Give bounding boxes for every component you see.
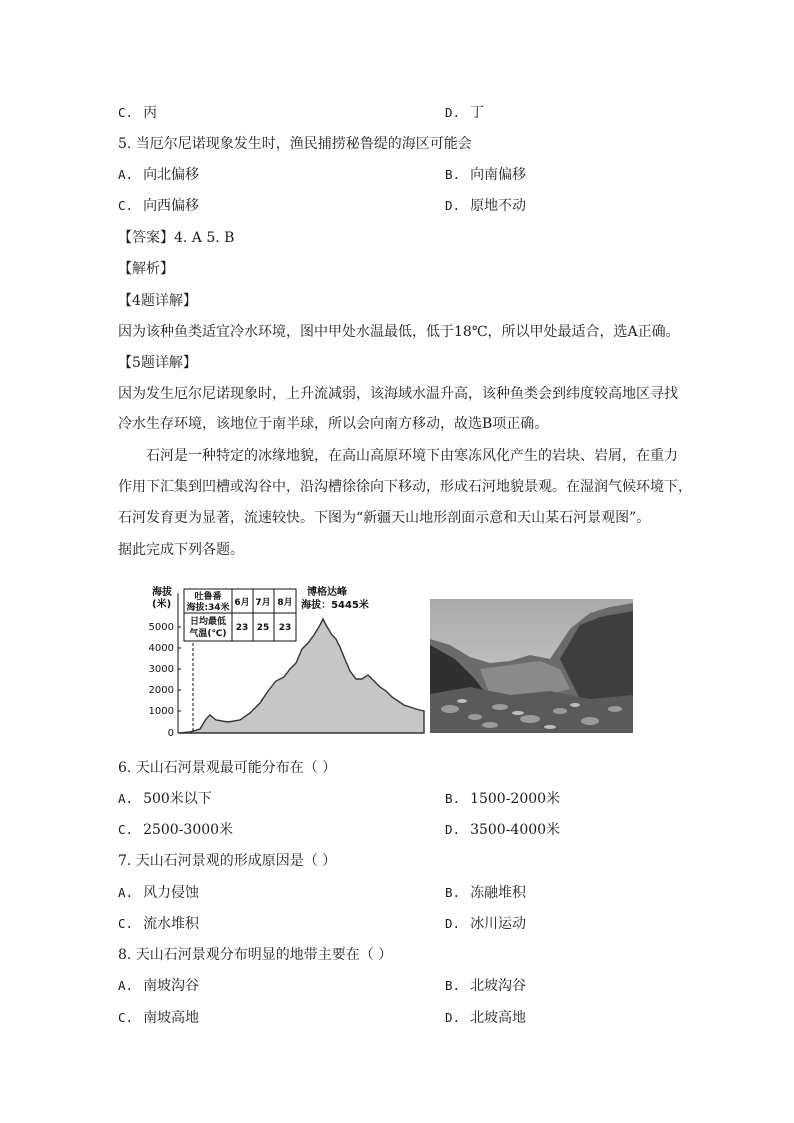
temp-value: 23 <box>278 623 292 633</box>
terrain-profile-figure <box>140 583 430 743</box>
analysis-label: 【解析】 <box>118 261 174 277</box>
question-8-stem: 8. 天山石河景观分布明显的地带主要在（ ） <box>118 947 393 963</box>
row-label: 气温(℃) <box>189 629 227 639</box>
option-d: D. 原地不动 <box>445 198 527 214</box>
answer-line: 【答案】4. A 5. B <box>118 230 235 246</box>
q5-detail-label: 【5题详解】 <box>118 355 197 371</box>
peak-name: 博格达峰 <box>307 587 347 598</box>
temp-value: 23 <box>235 623 249 633</box>
month-header: 8月 <box>277 598 293 608</box>
month-header: 6月 <box>234 598 250 608</box>
option-d: D. 3500-4000米 <box>445 822 561 838</box>
station-name: 吐鲁番 <box>194 592 222 602</box>
option-b: B. 冻融堆积 <box>445 885 527 901</box>
month-header: 7月 <box>255 598 271 608</box>
question-5-stem: 5. 当厄尔尼诺现象发生时，渔民捕捞秘鲁缇的海区可能会 <box>118 136 472 152</box>
option-a: A. 南坡沟谷 <box>118 978 200 994</box>
option-c: C. 流水堆积 <box>118 916 200 932</box>
passage-line: 石河是一种特定的冰缘地貌，在高山高原环境下由寒冻风化产生的岩块、岩屑，在重力 <box>146 448 678 464</box>
y-tick: 3000 <box>148 664 174 675</box>
option-b: B. 向南偏移 <box>445 167 527 183</box>
option-c: C. 丙 <box>118 105 158 121</box>
q5-detail-line: 冷水生存环境，该地位于南半球，所以会向南方移动，故选B项正确。 <box>118 416 549 432</box>
option-d: D. 冰川运动 <box>445 916 527 932</box>
stone-river-photo <box>430 599 633 733</box>
option-a: A. 风力侵蚀 <box>118 885 200 901</box>
option-a: A. 向北偏移 <box>118 167 200 183</box>
passage-line: 石河发育更为显著，流速较快。下图为“新疆天山地形剖面示意和天山某石河景观图”。 <box>118 510 651 526</box>
option-c: C. 南坡高地 <box>118 1010 200 1026</box>
y-tick: 5000 <box>148 622 174 633</box>
option-d: D. 北坡高地 <box>445 1010 527 1026</box>
passage-line: 作用下汇集到凹槽或沟谷中，沿沟槽徐徐向下移动，形成石河地貌景观。在湿润气候环境下， <box>118 479 692 495</box>
option-a: A. 500米以下 <box>118 791 212 807</box>
y-tick: 2000 <box>148 685 174 696</box>
question-7-stem: 7. 天山石河景观的形成原因是（ ） <box>118 853 337 869</box>
q5-detail-line: 因为发生厄尔尼诺现象时，上升流减弱，该海域水温升高，该种鱼类会到纬度较高地区寻找 <box>118 386 678 402</box>
y-axis-unit: 海拔 <box>152 587 172 598</box>
q4-detail-text: 因为该种鱼类适宜冷水环境，图中甲处水温最低，低于18℃，所以甲处最适合，选A正确。 <box>118 324 680 340</box>
peak-altitude: 海拔：5445米 <box>301 600 369 611</box>
option-b: B. 1500-2000米 <box>445 791 561 807</box>
y-tick: 1000 <box>148 706 174 717</box>
y-axis-unit: (米) <box>152 599 172 610</box>
y-tick: 4000 <box>148 643 174 654</box>
option-c: C. 向西偏移 <box>118 198 200 214</box>
row-label: 日均最低 <box>189 617 227 627</box>
y-tick: 0 <box>167 728 174 739</box>
question-6-stem: 6. 天山石河景观最可能分布在（ ） <box>118 760 337 776</box>
option-c: C. 2500-3000米 <box>118 822 234 838</box>
station-altitude: 海拔:34米 <box>186 603 230 613</box>
passage-line: 据此完成下列各题。 <box>118 542 244 558</box>
option-b: B. 北坡沟谷 <box>445 978 527 994</box>
option-d: D. 丁 <box>445 105 485 121</box>
temp-value: 25 <box>256 623 270 633</box>
q4-detail-label: 【4题详解】 <box>118 293 197 309</box>
